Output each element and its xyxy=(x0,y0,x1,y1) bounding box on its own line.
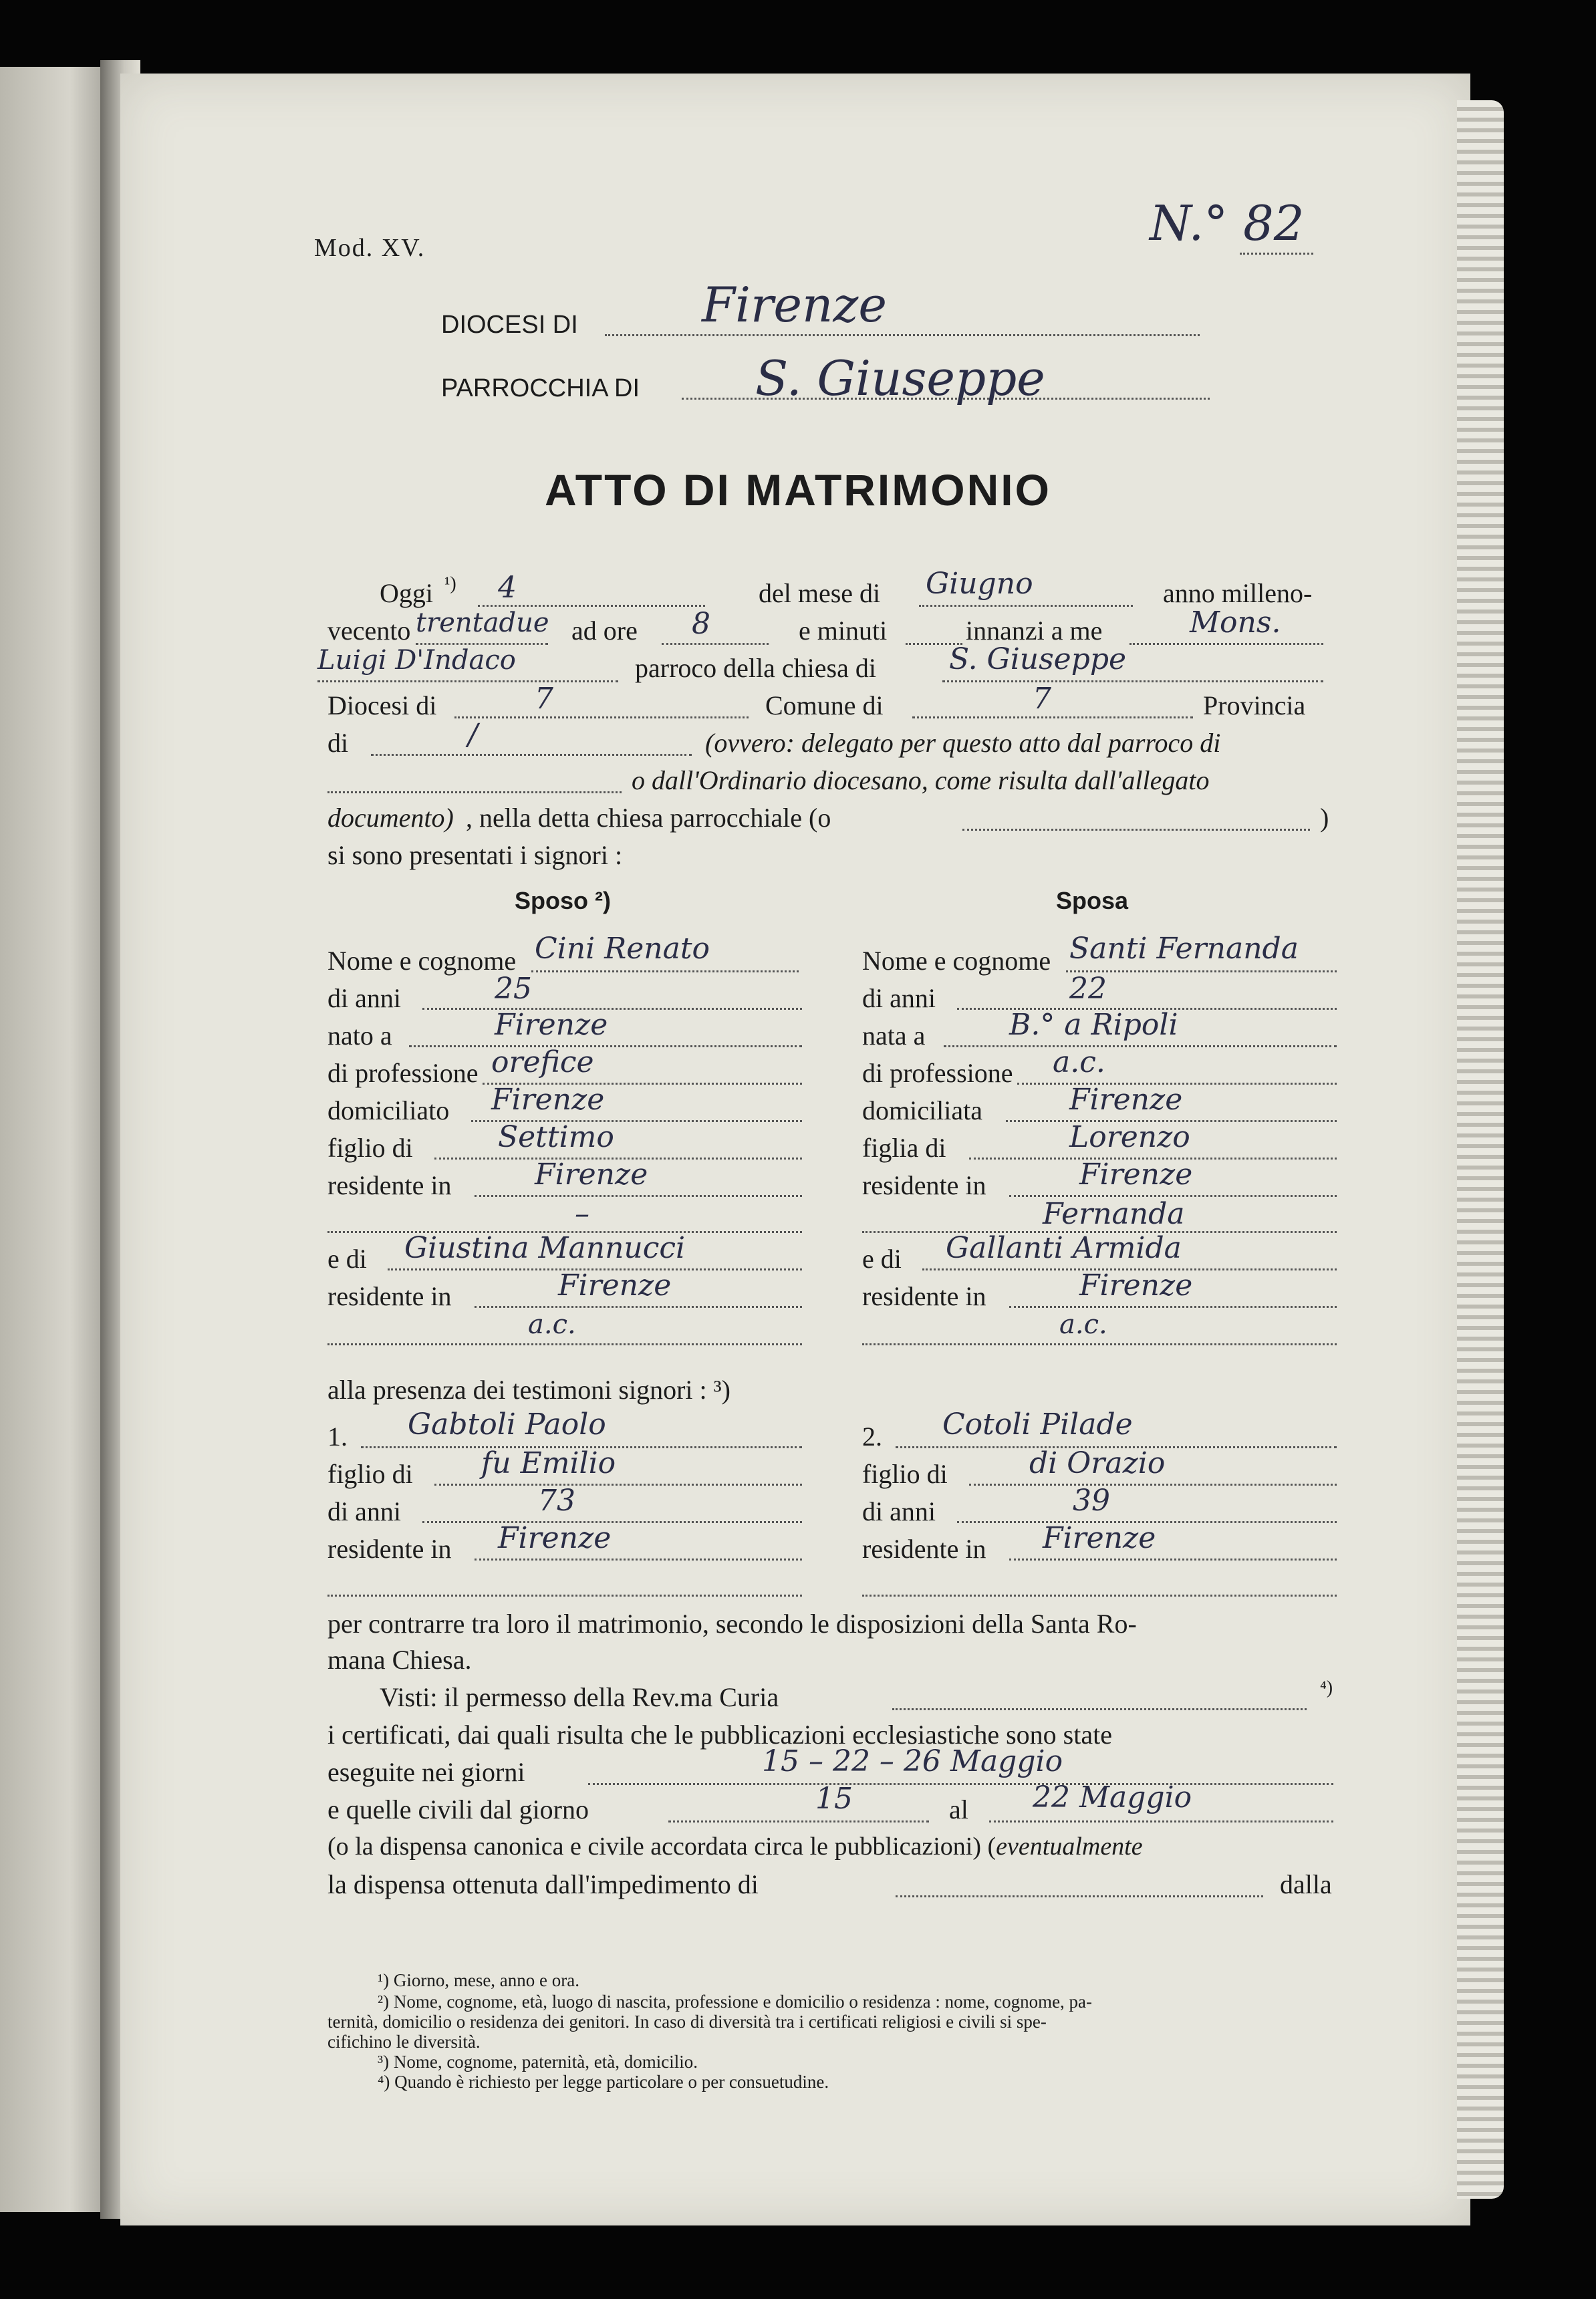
sposa-anni-label: di anni xyxy=(862,983,936,1013)
sposo-nome-value: Cini Renato xyxy=(535,932,710,966)
sposa-prof-label: di professione xyxy=(862,1058,1013,1088)
oggi-label: Oggi xyxy=(380,578,433,608)
witness-1-figlio-value: fu Emilio xyxy=(481,1446,616,1480)
witness-2-anni-value: 39 xyxy=(1073,1484,1110,1518)
diocese-label: DIOCESI DI xyxy=(441,311,578,339)
witness-2-anni-label: di anni xyxy=(862,1496,936,1526)
record-number-value: 82 xyxy=(1243,195,1305,251)
dispensa-text-2: la dispensa ottenuta dall'impedimento di xyxy=(327,1869,759,1899)
sposo-nome-label: Nome e cognome xyxy=(327,946,517,976)
sposo-nato-label: nato a xyxy=(327,1021,392,1051)
witness-2-res-value: Firenze xyxy=(1043,1521,1156,1555)
year-value: trentadue xyxy=(416,607,549,638)
diocesi-value: 7 xyxy=(535,682,553,716)
al-label: al xyxy=(949,1794,968,1824)
sposo-nato-value: Firenze xyxy=(495,1008,608,1042)
diocesi-label: Diocesi di xyxy=(327,690,437,720)
page-edge-stack xyxy=(1457,100,1504,2199)
ovvero-text: (ovvero: delegato per questo atto dal parroco di xyxy=(705,728,1221,758)
sposa-res2-line-2 xyxy=(862,1343,1337,1345)
footnote-4: ⁴) Quando è richiesto per legge particolare o per consuetudine. xyxy=(378,2072,829,2092)
certificati-text: i certificati, dai quali risulta che le pubblicazioni ecclesiastiche sono state xyxy=(327,1720,1112,1750)
sposo-heading: Sposo ²) xyxy=(515,887,611,914)
sposa-res2-line xyxy=(1009,1306,1337,1308)
sposo-figlio-label: figlio di xyxy=(327,1133,413,1163)
paren-close: ) xyxy=(1320,803,1329,833)
sposa-domic-label: domiciliata xyxy=(862,1095,982,1125)
anno-label: anno milleno- xyxy=(1163,578,1313,608)
innanzi-label: innanzi a me xyxy=(966,616,1103,646)
comune-value: 7 xyxy=(1033,682,1051,716)
comune-label: Comune di xyxy=(765,690,884,720)
footnote-2-line-1: ²) Nome, cognome, età, luogo di nascita, professione e domicilio o residenza : nome, cognome, pa- xyxy=(378,1992,1093,2012)
sposa-madre-label: e di xyxy=(862,1244,902,1274)
documento-text: documento) xyxy=(327,803,454,833)
witness-2-figlio-line xyxy=(969,1484,1337,1486)
sposa-domic-value: Firenze xyxy=(1069,1083,1183,1117)
eventualmente-text: eventualmente xyxy=(996,1833,1143,1861)
hour-line xyxy=(662,643,769,645)
hour-value: 8 xyxy=(692,607,710,641)
presentati-text: si sono presentati i signori : xyxy=(327,840,623,870)
day-value: 4 xyxy=(498,571,517,605)
chiesa-text: , nella detta chiesa parrocchiale (o xyxy=(466,803,831,833)
footnote-2-line-3: cifichino le diversità. xyxy=(327,2032,481,2052)
sposo-res2-extra: a.c. xyxy=(528,1309,576,1340)
sposo-nato-line xyxy=(409,1045,802,1047)
provincia-di-label: di xyxy=(327,728,349,758)
sposo-anni-line xyxy=(422,1008,802,1010)
priest-value-2: Luigi D'Indaco xyxy=(317,645,516,676)
sposa-res2-extra: a.c. xyxy=(1059,1309,1107,1340)
testimoni-heading: alla presenza dei testimoni signori : ³) xyxy=(327,1375,730,1405)
sposa-res-label: residente in xyxy=(862,1170,986,1200)
parroco-label: parroco della chiesa di xyxy=(635,653,876,683)
chiesa-line xyxy=(962,829,1310,831)
day-line xyxy=(478,605,705,607)
sposa-figlia-value: Lorenzo xyxy=(1069,1120,1190,1154)
parish-label: PARROCCHIA DI xyxy=(441,374,640,402)
witness-2-extra-line xyxy=(862,1595,1337,1597)
contrarre-line-1: per contrarre tra loro il matrimonio, secondo le disposizioni della Santa Ro- xyxy=(327,1609,1137,1639)
provincia-value: / xyxy=(468,718,478,752)
footnote-ref-4: ⁴) xyxy=(1320,1677,1333,1698)
witness-1-anni-line xyxy=(422,1521,802,1523)
record-number-label: N.° xyxy=(1150,195,1228,251)
sposa-res-value: Firenze xyxy=(1079,1158,1193,1192)
parish-value: S. Giuseppe xyxy=(755,350,1045,406)
witness-1-anni-value: 73 xyxy=(538,1484,575,1518)
witness-1-extra-line xyxy=(327,1595,802,1597)
eseguite-line xyxy=(588,1783,1333,1785)
witness-2-figlio-label: figlio di xyxy=(862,1459,948,1489)
sposa-nato-label: nata a xyxy=(862,1021,926,1051)
civili-to-line xyxy=(989,1820,1333,1822)
model-number: Mod. XV. xyxy=(314,234,426,262)
sposa-heading: Sposa xyxy=(1056,887,1129,914)
witness-2-name: Cotoli Pilade xyxy=(942,1407,1133,1442)
hour-label: ad ore xyxy=(571,616,638,646)
witness-1-res-value: Firenze xyxy=(498,1521,612,1555)
month-line xyxy=(919,605,1133,607)
footnote-3: ³) Nome, cognome, paternità, età, domicilio. xyxy=(378,2052,698,2072)
vecento-label: vecento xyxy=(327,616,411,646)
sposa-res2-value: Firenze xyxy=(1079,1268,1193,1303)
sposo-figlio-value: Settimo xyxy=(498,1120,614,1154)
sposo-domic-value: Firenze xyxy=(491,1083,605,1117)
ordinario-text: o dall'Ordinario diocesano, come risulta dall'allegato xyxy=(632,765,1210,795)
record-number-line xyxy=(1240,253,1313,255)
church-value: S. Giuseppe xyxy=(949,642,1127,676)
month-value: Giugno xyxy=(926,567,1033,601)
comune-line xyxy=(912,716,1193,718)
sposo-nome-line xyxy=(531,970,799,972)
witness-1-res-line xyxy=(475,1559,802,1561)
sposo-prof-value: orefice xyxy=(491,1045,594,1079)
delegato-line xyxy=(327,791,622,793)
witness-1-figlio-label: figlio di xyxy=(327,1459,413,1489)
diocesi-line xyxy=(454,716,749,718)
sposo-prof-label: di professione xyxy=(327,1058,479,1088)
sposa-nato-value: B.° a Ripoli xyxy=(1009,1008,1178,1042)
eseguite-label: eseguite nei giorni xyxy=(327,1757,525,1787)
priest-line-2 xyxy=(317,680,618,682)
sposa-anni-value: 22 xyxy=(1069,972,1107,1006)
sposo-res2-label: residente in xyxy=(327,1281,452,1311)
eseguite-value: 15 – 22 – 26 Maggio xyxy=(762,1744,1063,1778)
sposa-madre-value: Gallanti Armida xyxy=(946,1231,1182,1265)
sposo-madre-label: e di xyxy=(327,1244,367,1274)
sposo-res2-line-2 xyxy=(327,1343,802,1345)
dispensa-text-1a: (o la dispensa canonica e civile accordata circa le pubblicazioni) ( xyxy=(327,1833,996,1861)
sposa-nome-label: Nome e cognome xyxy=(862,946,1051,976)
priest-value-1: Mons. xyxy=(1190,605,1281,640)
sposa-nato-line xyxy=(944,1045,1337,1047)
sposa-figlia-label: figlia di xyxy=(862,1133,946,1163)
footnote-ref-1: ¹) xyxy=(444,573,456,594)
sposa-nome-value: Santi Fernanda xyxy=(1069,932,1299,966)
provincia-label: Provincia xyxy=(1203,690,1306,720)
diocese-line xyxy=(605,334,1200,336)
sposo-res-extra: – xyxy=(575,1197,589,1231)
month-label: del mese di xyxy=(759,578,881,608)
civili-to-value: 22 Maggio xyxy=(1033,1780,1192,1814)
church-line xyxy=(942,680,1323,682)
witness-2-res-label: residente in xyxy=(862,1534,986,1564)
document-title: ATTO DI MATRIMONIO xyxy=(545,465,1051,515)
minutes-label: e minuti xyxy=(799,616,888,646)
dispensa-text-1 xyxy=(327,1834,1143,1859)
provincia-line xyxy=(371,754,692,756)
witness-1-anni-label: di anni xyxy=(327,1496,401,1526)
sposa-res2-label: residente in xyxy=(862,1281,986,1311)
footnote-1: ¹) Giorno, mese, anno e ora. xyxy=(378,1970,579,1990)
diocese-value: Firenze xyxy=(702,277,887,333)
curia-line xyxy=(892,1708,1307,1710)
sposo-res-value: Firenze xyxy=(535,1158,648,1192)
sposo-res2-line xyxy=(475,1306,802,1308)
priest-line-1 xyxy=(1129,643,1323,645)
witness-2-res-line xyxy=(1009,1559,1337,1561)
civili-from-line xyxy=(668,1820,929,1822)
sposo-res2-value: Firenze xyxy=(558,1268,672,1303)
witness-2-number: 2. xyxy=(862,1422,882,1452)
sposo-res-label: residente in xyxy=(327,1170,452,1200)
witness-2-figlio-value: di Orazio xyxy=(1029,1446,1166,1480)
witness-1-res-label: residente in xyxy=(327,1534,452,1564)
civili-from-value: 15 xyxy=(815,1782,853,1816)
civili-label: e quelle civili dal giorno xyxy=(327,1794,589,1824)
impedimento-line xyxy=(896,1895,1263,1897)
dalla-text: dalla xyxy=(1280,1869,1332,1899)
sposo-res-line xyxy=(475,1195,802,1197)
witness-1-figlio-line xyxy=(434,1484,802,1486)
sposo-domic-label: domiciliato xyxy=(327,1095,450,1125)
sposo-anni-label: di anni xyxy=(327,983,401,1013)
visti-text: Visti: il permesso della Rev.ma Curia xyxy=(380,1682,779,1712)
sposo-anni-value: 25 xyxy=(495,972,532,1006)
witness-1-name: Gabtoli Paolo xyxy=(408,1407,606,1442)
sposo-madre-value: Giustina Mannucci xyxy=(404,1231,686,1265)
sposa-res-extra: Fernanda xyxy=(1043,1197,1185,1231)
witness-1-number: 1. xyxy=(327,1422,348,1452)
sposa-prof-value: a.c. xyxy=(1053,1045,1105,1079)
contrarre-line-2: mana Chiesa. xyxy=(327,1645,472,1675)
footnote-2-line-2: ternità, domicilio o residenza dei genitori. In caso di diversità tra i certificati religiosi e civili si spe- xyxy=(327,2012,1047,2032)
